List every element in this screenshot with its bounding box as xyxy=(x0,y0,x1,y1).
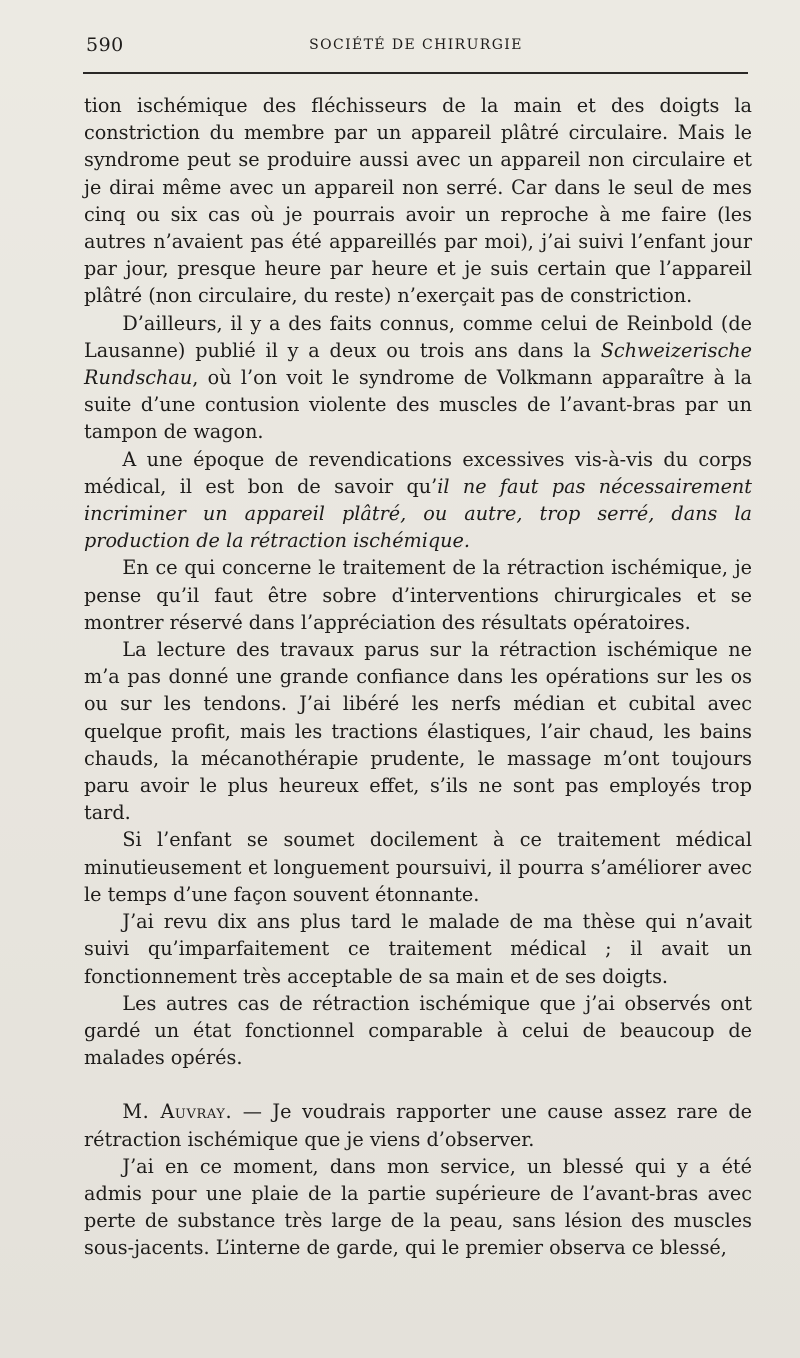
emphasized-text: il ne faut pas nécessairement incriminer un appareil plâtré, ou autre, trop serré, dans la production de la rétraction ischémique. xyxy=(84,474,752,553)
paragraph-auvray xyxy=(84,1098,752,1152)
paragraph-text: D’ailleurs, il y a des faits connus, comme celui de Reinbold (de Lausanne) publié il y a deux ou trois ans dans la xyxy=(84,311,752,362)
paragraph-text: A une époque de revendications excessives vis-à-vis du corps médical, il est bon de savoir qu’ xyxy=(84,447,752,498)
paragraph-these: J’ai revu dix ans plus tard le malade de ma thèse qui n’avait suivi qu’imparfaitement ce traitement médical ; il avait un fonctionnement très acceptable de sa main et de ses doigts. xyxy=(84,910,752,988)
journal-title: Schweizerische Rundschau xyxy=(84,338,752,390)
paragraph-lecture: La lecture des travaux parus sur la rétraction ischémique ne m’a pas donné une grande confiance dans les opérations sur les os ou sur les tendons. J’ai libéré les nerfs médian et cubital avec quelque profit, mais les tractions élastiques, l’air chaud, les bains chauds, la mécanothérapie prudente, le massage m’ont toujours paru avoir le plus heureux effet, s’ils ne sont pas employés trop tard. xyxy=(84,638,752,825)
body-text xyxy=(84,92,752,1262)
speaker-name: M. Auvray. xyxy=(122,1100,233,1124)
paragraph-reinbold xyxy=(84,310,752,446)
paragraph-revendications xyxy=(84,446,752,555)
paragraph-blesse: J’ai en ce moment, dans mon service, un blessé qui y a été admis pour une plaie de la partie supérieure de l’avant-bras avec perte de substance très large de la peau, sans lésion des muscles sous-jacents. L’interne de garde, qui le premier observa ce blessé, xyxy=(84,1154,752,1260)
paragraph-text: — Je voudrais rapporter une cause assez rare de rétraction ischémique que je viens d’observer. xyxy=(84,1100,752,1151)
paragraph-enfant: Si l’enfant se soumet docilement à ce traitement médical minutieusement et longuement poursuivi, il pourra s’améliorer avec le temps d’une façon souvent étonnante. xyxy=(84,828,752,906)
page-number: 590 xyxy=(86,34,124,56)
header-rule xyxy=(83,72,748,74)
paragraph-traitement: En ce qui concerne le traitement de la rétraction ischémique, je pense qu’il faut être sobre d’interventions chirurgicales et se montrer réservé dans l’appréciation des résultats opératoires. xyxy=(84,556,752,634)
paragraph-text: , où l’on voit le syndrome de Volkmann apparaître à la suite d’une contusion violente des muscles de l’avant-bras par un tampon de wagon. xyxy=(84,366,752,444)
running-head: SOCIÉTÉ DE CHIRURGIE xyxy=(309,37,523,53)
page-header xyxy=(86,34,746,60)
paragraph-continued: tion ischémique des fléchisseurs de la main et des doigts la constriction du membre par un appareil plâtré circulaire. Mais le syndrome peut se produire aussi avec un appareil non circulaire et je dirai même avec un appareil non serré. Car dans le seul de mes cinq ou six cas où je pourrais avoir un reproche à me faire (les autres n’avaient pas été appareillés par moi), j’ai suivi l’enfant jour par jour, presque heure par heure et je suis certain que l’appareil plâtré (non circulaire, du reste) n’exerçait pas de constriction. xyxy=(84,94,752,308)
paragraph-autres-cas: Les autres cas de rétraction ischémique que j’ai observés ont gardé un état fonctionnel comparable à celui de beaucoup de malades opérés. xyxy=(84,991,752,1070)
